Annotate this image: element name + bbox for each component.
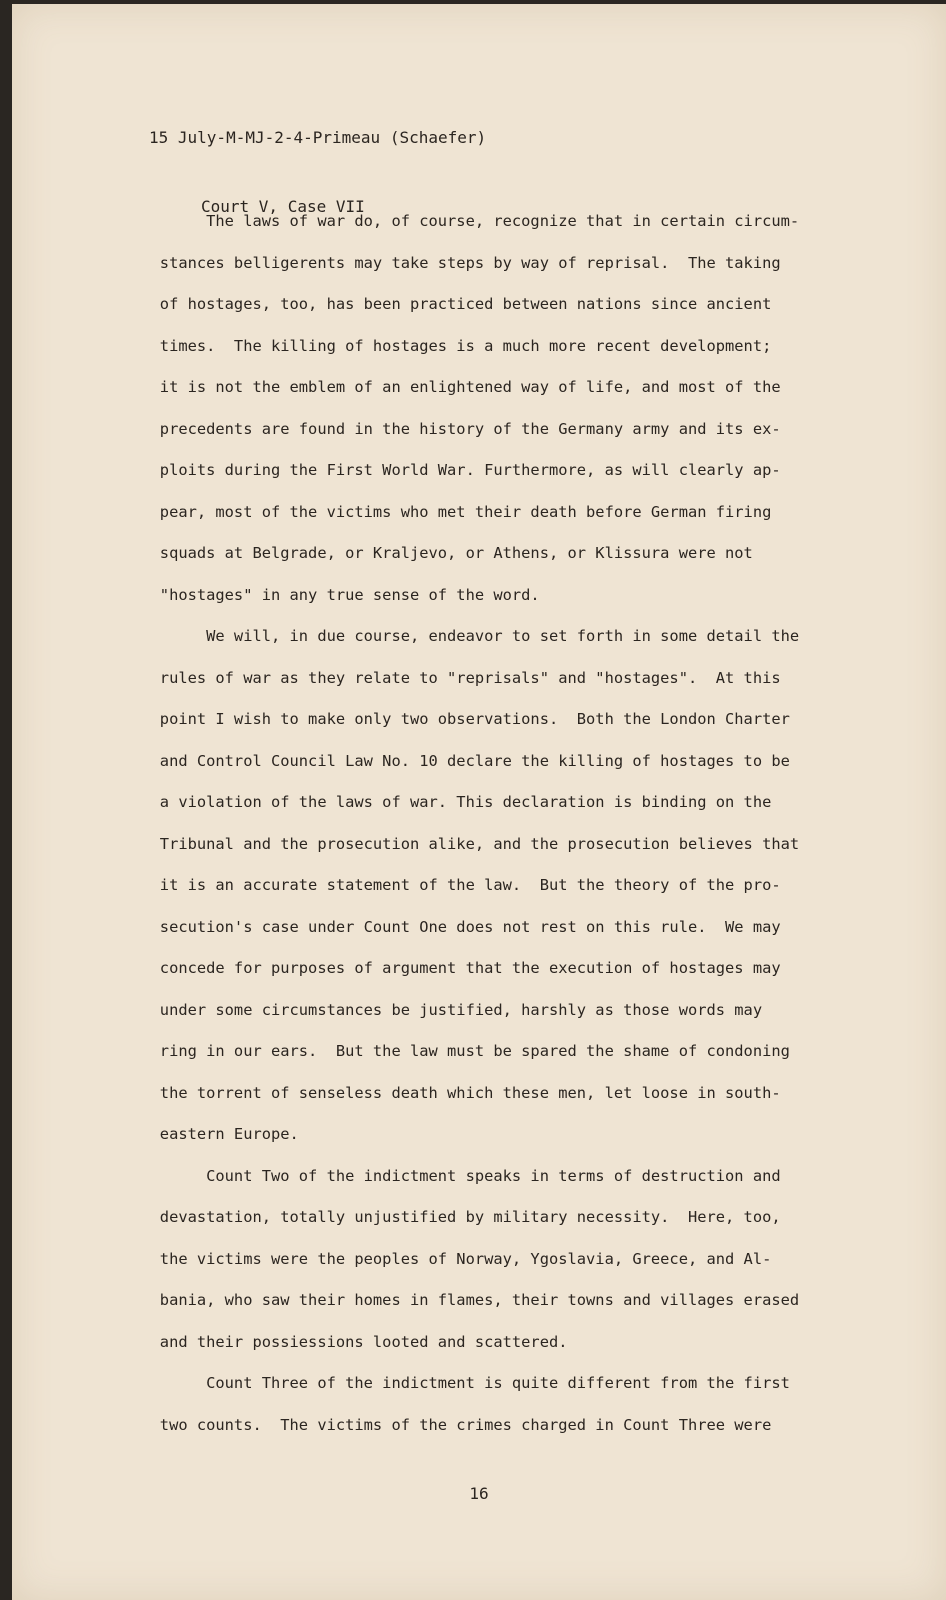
text-line: and their possiessions looted and scattered.	[132, 1332, 568, 1351]
text-line: two counts. The victims of the crimes charged in Count Three were	[132, 1415, 772, 1434]
text-line: point I wish to make only two observations. Both the London Charter	[132, 710, 790, 728]
text-line: Count Two of the indictment speaks in terms of destruction and	[132, 1166, 781, 1185]
document-page	[12, 4, 946, 1600]
text-line: and Control Council Law No. 10 declare the killing of hostages to be	[132, 751, 790, 770]
text-line: secution's case under Count One does not rest on this rule. We may	[132, 917, 781, 936]
header-date-line: 15 July-M-MJ-2-4-Primeau (Schaefer)	[149, 128, 487, 147]
text-line: Count Three of the indictment is quite different from the first	[132, 1374, 790, 1392]
text-line: it is not the emblem of an enlightened way of life, and most of the	[132, 378, 781, 396]
text-line: stances belligerents may take steps by way of reprisal. The taking	[132, 253, 781, 272]
text-line: times. The killing of hostages is a much more recent development;	[132, 336, 772, 355]
text-line: "hostages" in any true sense of the word.	[132, 585, 540, 604]
text-line: eastern Europe.	[132, 1125, 299, 1143]
text-line: of hostages, too, has been practiced between nations since ancient	[132, 295, 772, 313]
text-line: rules of war as they relate to "reprisals" and "hostages". At this	[132, 668, 781, 687]
text-line: The laws of war do, of course, recognize that in certain circum-	[132, 212, 800, 230]
text-line: a violation of the laws of war. This declaration is binding on the	[132, 793, 772, 811]
text-line: Tribunal and the prosecution alike, and the prosecution believes that	[132, 834, 800, 853]
text-line: ring in our ears. But the law must be spared the shame of condoning	[132, 1042, 790, 1060]
page-number: 16	[469, 1484, 489, 1503]
text-line: We will, in due course, endeavor to set forth in some detail the	[132, 627, 800, 645]
text-line: bania, who saw their homes in flames, their towns and villages erased	[132, 1291, 800, 1309]
text-line: ploits during the First World War. Furthermore, as will clearly ap-	[132, 461, 781, 479]
body-text	[132, 201, 852, 1446]
text-line: the victims were the peoples of Norway, Ygoslavia, Greece, and Al-	[132, 1249, 772, 1268]
header-court-line: Court V, Case VII	[201, 197, 365, 216]
text-line: concede for purposes of argument that the execution of hostages may	[132, 959, 781, 977]
text-line: the torrent of senseless death which these men, let loose in south-	[132, 1083, 781, 1102]
text-line: under some circumstances be justified, harshly as those words may	[132, 1000, 763, 1019]
text-line: devastation, totally unjustified by military necessity. Here, too,	[132, 1208, 781, 1226]
text-line: squads at Belgrade, or Kraljevo, or Athens, or Klissura were not	[132, 544, 753, 562]
text-line: precedents are found in the history of the Germany army and its ex-	[132, 419, 781, 438]
text-line: it is an accurate statement of the law. But the theory of the pro-	[132, 876, 781, 894]
text-line: pear, most of the victims who met their death before German firing	[132, 502, 772, 521]
